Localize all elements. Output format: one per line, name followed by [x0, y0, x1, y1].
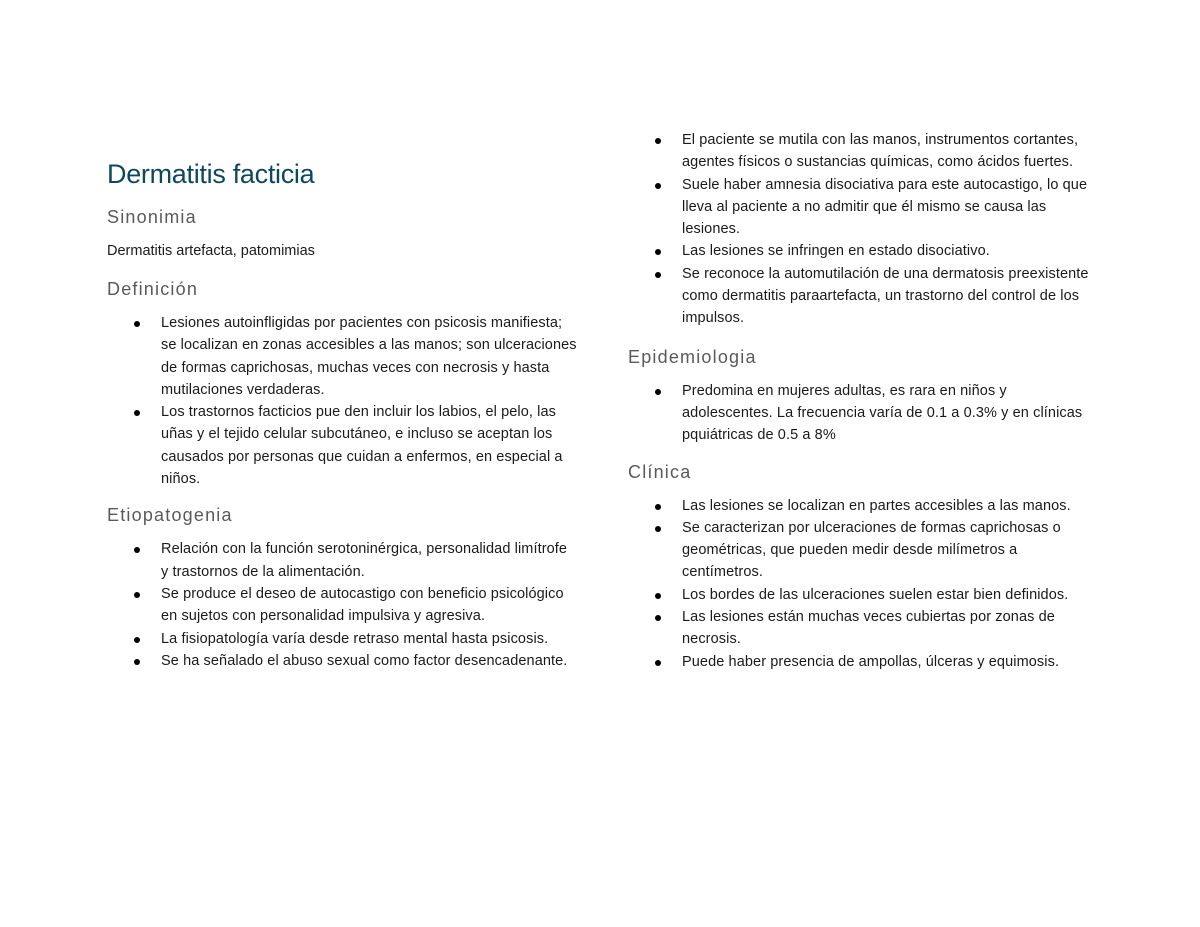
- list-item: [107, 650, 577, 672]
- list-item-text: Lesiones autoinfligidas por pacientes con psicosis manifiesta; se localizan en zonas accesibles a las manos; son ulceraciones de formas caprichosas, muchas veces con necrosis y hasta mutilaciones verdaderas.: [161, 315, 577, 398]
- list-item: [628, 606, 1098, 651]
- list-item: [107, 312, 577, 401]
- heading-sinonimia: Sinonimia: [107, 207, 197, 227]
- list-item-text: Se reconoce la automutilación de una dermatosis preexistente como dermatitis paraartefacta, un trastorno del control de los impulsos.: [682, 265, 1089, 327]
- bullet-icon: [134, 410, 140, 416]
- list-item-text: Los trastornos facticios pue den incluir los labios, el pelo, las uñas y el tejido celular subcutáneo, e incluso se aceptan los causados por personas que cuidan a enfermos, en especial a niños.: [161, 404, 563, 488]
- list-item-text: Se caracterizan por ulceraciones de formas caprichosas o geométricas, que pueden medir desde milímetros a centímetros.: [682, 519, 1061, 581]
- sinonimia-text: Dermatitis artefacta, patomimias: [107, 243, 315, 259]
- list-item-text: El paciente se mutila con las manos, instrumentos cortantes, agentes físicos o sustancias químicas, como ácidos fuertes.: [682, 132, 1079, 171]
- bullet-icon: [655, 660, 661, 666]
- heading-definicion: Definición: [107, 279, 199, 299]
- bullet-icon: [655, 526, 661, 532]
- bullet-icon: [655, 504, 661, 510]
- continuation-list: [628, 129, 1098, 330]
- list-item-text: Las lesiones se infringen en estado disociativo.: [682, 243, 990, 260]
- clinica-list: [628, 495, 1098, 673]
- list-item: [628, 380, 1098, 447]
- list-item: [628, 174, 1098, 241]
- list-item-text: Predomina en mujeres adultas, es rara en niños y adolescentes. La frecuencia varía de 0.1 a 0.3% y en clínicas pquiátricas de 0.5 a 8%: [682, 382, 1083, 444]
- bullet-icon: [655, 615, 661, 621]
- bullet-icon: [655, 138, 661, 144]
- right-column: [628, 129, 1098, 685]
- bullet-icon: [134, 592, 140, 598]
- list-item: [628, 651, 1098, 673]
- list-item: [628, 517, 1098, 584]
- definicion-list: [107, 312, 577, 490]
- list-item: [107, 401, 577, 490]
- list-item-text: Las lesiones están muchas veces cubiertas por zonas de necrosis.: [682, 609, 1055, 648]
- list-item: [107, 583, 577, 628]
- list-item-text: La fisiopatología varía desde retraso mental hasta psicosis.: [161, 630, 549, 647]
- heading-etiopatogenia: Etiopatogenia: [107, 505, 233, 526]
- bullet-icon: [134, 637, 140, 643]
- list-item: [628, 240, 1098, 262]
- document-title: Dermatitis facticia: [107, 159, 315, 189]
- etiopatogenia-list: [107, 538, 577, 672]
- list-item: [628, 129, 1098, 174]
- list-item-text: Se produce el deseo de autocastigo con beneficio psicológico en sujetos con personalidad impulsiva y agresiva.: [161, 585, 564, 625]
- list-item-text: Suele haber amnesia disociativa para este autocastigo, lo que lleva al paciente a no admitir que él mismo se causa las lesiones.: [682, 176, 1088, 238]
- heading-clinica: Clínica: [628, 461, 692, 482]
- list-item-text: Los bordes de las ulceraciones suelen estar bien definidos.: [682, 586, 1069, 603]
- bullet-icon: [655, 183, 661, 189]
- bullet-icon: [655, 593, 661, 599]
- bullet-icon: [655, 272, 661, 278]
- list-item: [107, 628, 577, 650]
- list-item: [628, 495, 1098, 517]
- bullet-icon: [655, 249, 661, 255]
- bullet-icon: [134, 547, 140, 553]
- list-item: [628, 263, 1098, 330]
- list-item-text: Puede haber presencia de ampollas, úlceras y equimosis.: [682, 653, 1060, 670]
- list-item-text: Las lesiones se localizan en partes accesibles a las manos.: [682, 497, 1071, 514]
- list-item: [107, 538, 577, 583]
- epidemiologia-list: [628, 380, 1098, 447]
- list-item-text: Relación con la función serotoninérgica, personalidad limítrofe y trastornos de la alimentación.: [161, 541, 568, 580]
- bullet-icon: [655, 389, 661, 395]
- left-column: [107, 154, 577, 684]
- bullet-icon: [134, 659, 140, 665]
- heading-epidemiologia: Epidemiologia: [628, 346, 757, 367]
- list-item: [628, 584, 1098, 606]
- list-item-text: Se ha señalado el abuso sexual como factor desencadenante.: [161, 652, 568, 669]
- bullet-icon: [134, 321, 140, 327]
